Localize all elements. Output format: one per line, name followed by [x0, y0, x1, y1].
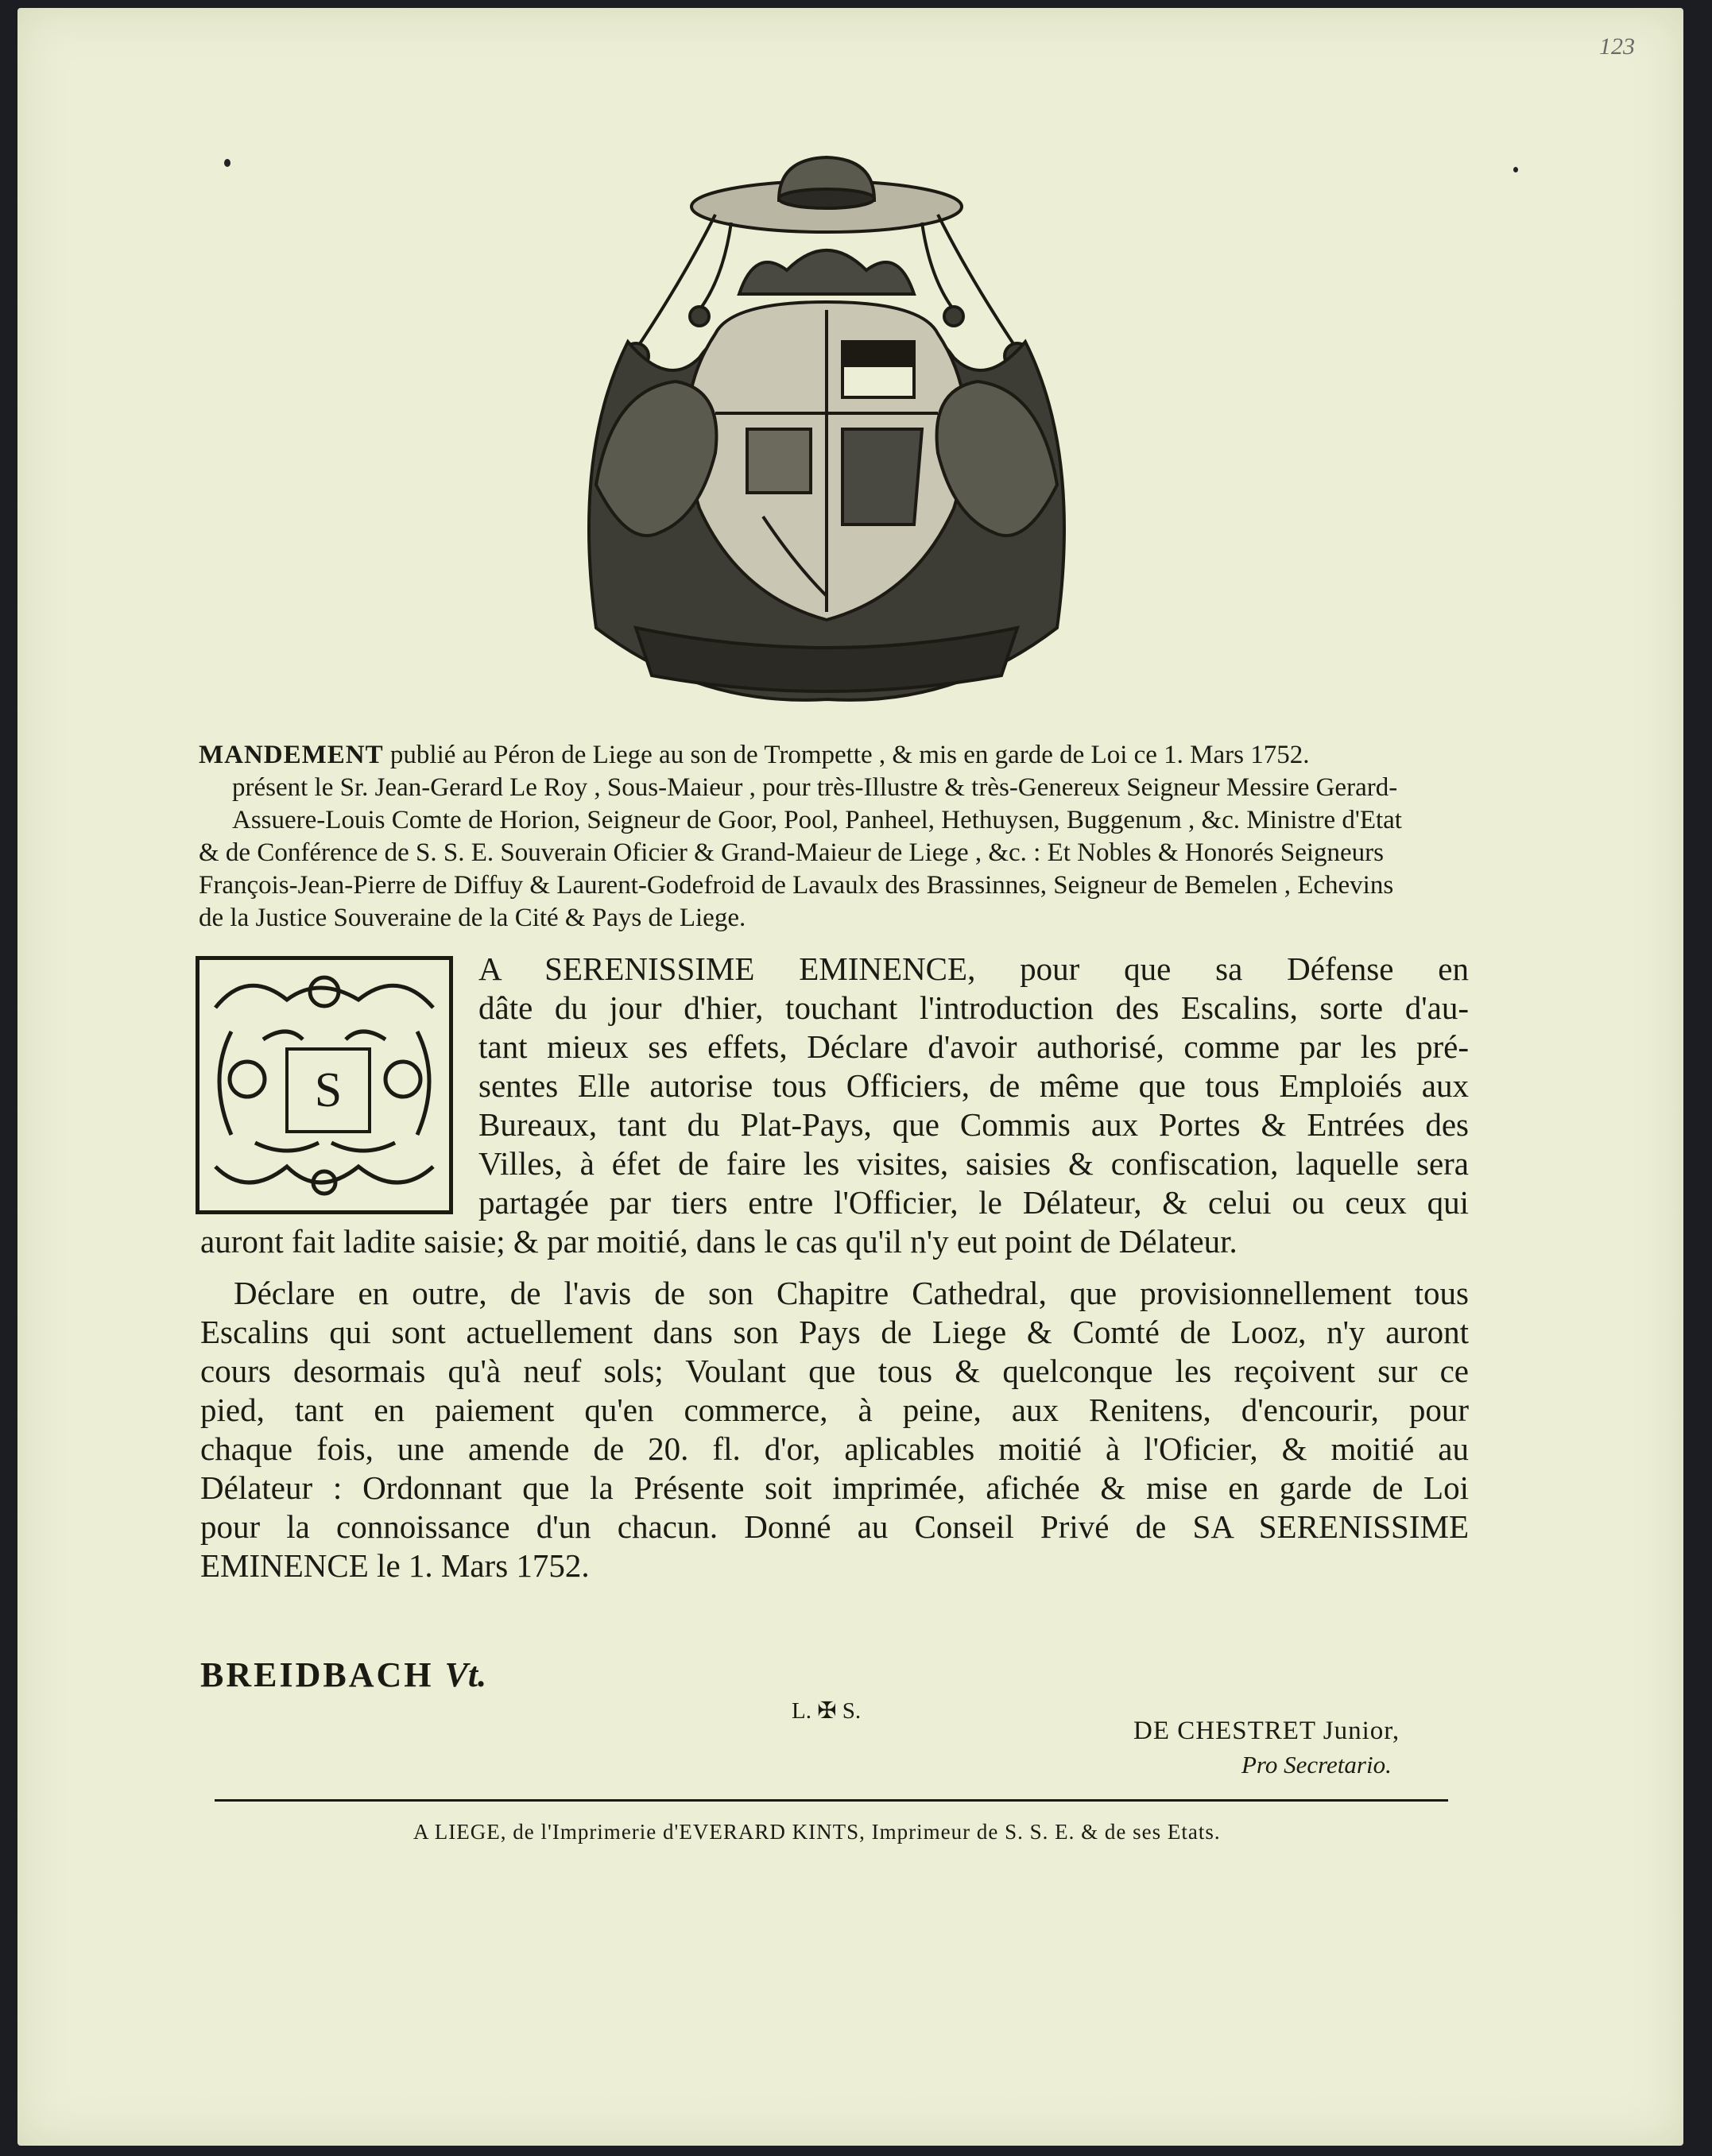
- mandement-notice: [199, 739, 1470, 935]
- paragraph-line: auront fait ladite saisie; & par moitié, dans le cas qu'il n'y eut point de Délateur.: [200, 1223, 1238, 1260]
- paragraph-line: tant mieux ses effets, Déclare d'avoir authorisé, comme par les pré-: [478, 1028, 1469, 1065]
- paragraph-line: partagée par tiers entre l'Officier, le Délateur, & celui ou ceux qui: [478, 1184, 1469, 1221]
- paragraph-line: Déclare en outre, de l'avis de son Chapitre Cathedral, que provisionnellement tous: [234, 1275, 1469, 1311]
- signature-role: Pro Secretario.: [1241, 1751, 1392, 1779]
- signature-name: BREIDBACH: [200, 1655, 434, 1694]
- coat-of-arms-icon: [540, 151, 1113, 723]
- paragraph-line: pied, tant en paiement qu'en commerce, à peine, aux Renitens, d'encourir, pour: [200, 1392, 1469, 1428]
- divider: [215, 1799, 1448, 1802]
- paragraph-line: sentes Elle autorise tous Officiers, de même que tous Emploiés aux: [478, 1067, 1469, 1104]
- paragraph-line: Délateur : Ordonnant que la Présente soit imprimée, afichée & mise en garde de Loi: [200, 1469, 1469, 1506]
- paragraph-line: pour la connoissance d'un chacun. Donné au Conseil Privé de SA SERENISSIME: [200, 1508, 1469, 1545]
- paragraph-declaration: [200, 1274, 1469, 1585]
- printer-imprint: A LIEGE, de l'Imprimerie d'EVERARD KINTS, Imprimeur de S. S. E. & de ses Etats.: [413, 1820, 1221, 1844]
- paragraph-defense: [200, 950, 1469, 1261]
- paragraph-line: dâte du jour d'hier, touchant l'introduction des Escalins, sorte d'au-: [478, 989, 1469, 1026]
- paragraph-line: EMINENCE le 1. Mars 1752.: [200, 1547, 590, 1584]
- ink-speck: [1513, 167, 1518, 172]
- paragraph-line: Bureaux, tant du Plat-Pays, que Commis aux Portes & Entrées des: [478, 1106, 1469, 1143]
- paragraph-line: cours desormais qu'à neuf sols; Voulant que tous & quelconque les reçoivent sur ce: [200, 1353, 1469, 1389]
- page-number: 123: [1599, 33, 1635, 60]
- notice-line: François-Jean-Pierre de Diffuy & Laurent-Godefroid de Lavaulx des Brassinnes, Seigneur de Bemelen , Echevins: [199, 871, 1394, 900]
- notice-line: de la Justice Souveraine de la Cité & Pays de Liege.: [199, 904, 746, 932]
- paragraph-line: chaque fois, une amende de 20. fl. d'or, aplicables moitié à l'Oficier, & moitié au: [200, 1430, 1469, 1467]
- signature-suffix: Vt.: [444, 1655, 487, 1694]
- notice-line: & de Conférence de S. S. E. Souverain Oficier & Grand-Maieur de Liege , &c. : Et Nobles & Honorés Seigneurs: [199, 838, 1385, 867]
- notice-lead: MANDEMENT: [199, 741, 384, 769]
- ink-speck: [224, 159, 230, 167]
- notice-line: publié au Péron de Liege au son de Trompette , & mis en garde de Loi ce 1. Mars 1752.: [383, 741, 1310, 769]
- seal-mark: L. ✠ S.: [792, 1698, 862, 1724]
- paragraph-line: Villes, à éfet de faire les visites, saisies & confiscation, laquelle sera: [478, 1145, 1469, 1182]
- paragraph-line: Escalins qui sont actuellement dans son Pays de Liege & Comté de Looz, n'y auront: [200, 1314, 1469, 1350]
- paragraph-line: A SERENISSIME EMINENCE, pour que sa Défense en: [478, 950, 1469, 987]
- notice-line: présent le Sr. Jean-Gerard Le Roy , Sous-Maieur , pour très-Illustre & très-Genereux Seigneur Messire Gerard-: [232, 773, 1398, 802]
- signature-breidbach: [200, 1655, 486, 1695]
- signature-chestret: DE CHESTRET Junior,: [1133, 1717, 1400, 1745]
- notice-line: Assuere-Louis Comte de Horion, Seigneur de Goor, Pool, Panheel, Hethuysen, Buggenum , &c. Ministre d'Etat: [232, 806, 1402, 834]
- drop-cap-letter: S: [285, 1047, 371, 1133]
